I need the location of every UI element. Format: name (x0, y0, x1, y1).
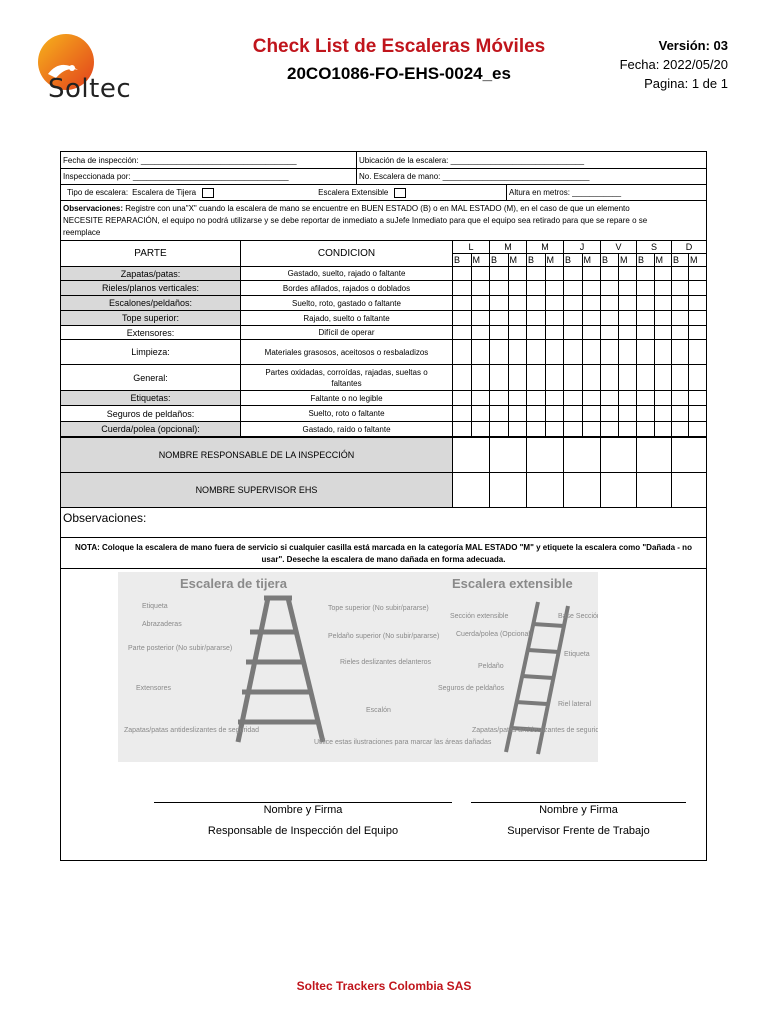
tijera-label: Escalera de Tijera (132, 188, 197, 197)
tipo-escalera-label: Tipo de escalera: (67, 188, 129, 197)
bm-label: M (583, 255, 591, 265)
check-cell[interactable] (583, 326, 602, 339)
check-cell[interactable] (490, 391, 509, 405)
check-cell[interactable] (564, 422, 583, 436)
check-cell[interactable] (546, 281, 565, 295)
right-signature-name: Nombre y Firma (539, 804, 618, 816)
check-cell[interactable] (637, 296, 655, 310)
fecha-inspeccion-field[interactable]: Fecha de inspección: ___________________________________ (61, 152, 357, 168)
check-cell[interactable] (453, 391, 472, 405)
responsable-row (61, 437, 706, 473)
bm-label: M (472, 255, 480, 265)
ladder-diagram (118, 572, 598, 762)
illus-label-zapatas-left: Zapatas/patas antideslizantes de seguridad (124, 727, 260, 734)
check-cell[interactable] (453, 296, 472, 310)
check-cell[interactable] (509, 422, 528, 436)
observaciones-label: Observaciones: (63, 204, 124, 213)
day-header (527, 241, 564, 267)
check-cell[interactable] (453, 326, 472, 339)
check-cell[interactable] (453, 406, 472, 421)
check-cell[interactable] (619, 422, 637, 436)
illus-label-escalon: Escalón (366, 707, 391, 714)
table-header-row (61, 241, 706, 267)
check-cell[interactable] (655, 296, 673, 310)
page-label: Pagina: 1 de 1 (644, 76, 728, 91)
illus-label-peldano: Peldaño (478, 663, 504, 670)
ladder-illustration (118, 572, 598, 762)
day-label: M (490, 241, 526, 254)
table-row (61, 296, 706, 311)
check-cell[interactable] (583, 406, 602, 421)
responsable-cell-7[interactable] (672, 438, 706, 472)
inspeccionada-por-field[interactable]: Inspeccionada por: ___________________________________ (61, 169, 357, 184)
check-cell[interactable] (472, 281, 491, 295)
check-cell[interactable] (509, 406, 528, 421)
left-illus-title: Escalera de tijera (180, 576, 287, 591)
tipo-escalera-cell (61, 185, 507, 200)
illus-label-peldano-superior: Peldaño superior (No subir/pararse) (328, 633, 440, 640)
check-cell[interactable] (527, 267, 546, 280)
table-row (61, 326, 706, 340)
illus-label-riel-lateral: Riel lateral (558, 701, 592, 708)
day-header (490, 241, 527, 267)
check-cell[interactable] (601, 326, 619, 339)
parte-cell: Escalones/peldaños: (61, 296, 241, 310)
illus-label-cuerda: Cuerda/polea (Opcional) (456, 631, 533, 638)
check-cell[interactable] (689, 281, 706, 295)
check-cell[interactable] (672, 267, 689, 280)
bm-label: B (601, 254, 619, 267)
condicion-cell: Bordes afilados, rajados o doblados (241, 281, 453, 295)
document-code: 20CO1086-FO-EHS-0024_es (287, 64, 511, 83)
right-signature-line[interactable] (471, 802, 686, 803)
condicion-cell: Suelto, roto, gastado o faltante (241, 296, 453, 310)
parte-cell: Cuerda/polea (opcional): (61, 422, 241, 436)
check-cell[interactable] (527, 391, 546, 405)
illus-label-extensores: Extensores (136, 685, 172, 692)
left-signature-name: Nombre y Firma (263, 804, 343, 816)
check-cell[interactable] (546, 365, 565, 390)
table-row (61, 267, 706, 281)
check-cell[interactable] (509, 281, 528, 295)
check-cell[interactable] (583, 267, 602, 280)
check-cell[interactable] (689, 326, 706, 339)
bm-label: M (509, 255, 517, 265)
check-cell[interactable] (637, 422, 655, 436)
table-row (61, 391, 706, 406)
responsable-label: NOMBRE RESPONSABLE DE LA INSPECCIÓN (61, 438, 453, 472)
check-cell[interactable] (564, 296, 583, 310)
check-cell[interactable] (689, 267, 706, 280)
check-cell[interactable] (564, 326, 583, 339)
left-signature-role: Responsable de Inspección del Equipo (207, 825, 399, 837)
check-cell[interactable] (655, 422, 673, 436)
check-cell[interactable] (637, 267, 655, 280)
observaciones-text-2: NECESITE REPARACIÓN, el equipo no podrá utilizarse y se debe reportar de inmediato a suJefe Inmediato para que el equipo sea retirado para que se repare o se (63, 216, 648, 225)
right-signature-role: Supervisor Frente de Trabajo (507, 825, 650, 837)
check-cell[interactable] (527, 365, 546, 390)
form-row-fecha (61, 152, 706, 169)
check-cell[interactable] (490, 326, 509, 339)
parte-cell: Etiquetas: (61, 391, 241, 405)
check-cell[interactable] (509, 326, 528, 339)
supervisor-cell-1[interactable] (453, 473, 490, 507)
col-parte-header: PARTE (61, 241, 241, 266)
parte-cell: Rieles/planos verticales: (61, 281, 241, 295)
check-cell[interactable] (583, 311, 602, 325)
check-cell[interactable] (490, 406, 509, 421)
check-cell[interactable] (601, 391, 619, 405)
check-cell[interactable] (672, 296, 689, 310)
check-cell[interactable] (583, 365, 602, 390)
version-label: Versión: 03 (658, 38, 728, 53)
check-cell[interactable] (527, 406, 546, 421)
right-illus-title: Escalera extensible (452, 576, 573, 591)
extensible-checkbox[interactable] (394, 188, 406, 198)
illus-label-rieles: Rieles deslizantes delanteros (340, 659, 432, 666)
check-cell[interactable] (672, 391, 689, 405)
check-cell[interactable] (619, 406, 637, 421)
check-cell[interactable] (689, 406, 706, 421)
document-title: Check List de Escaleras Móviles (252, 36, 546, 57)
illus-label-seccion-extensible: Sección extensible (450, 613, 509, 620)
tijera-checkbox[interactable] (202, 188, 214, 198)
check-cell[interactable] (472, 391, 491, 405)
responsable-cell-2[interactable] (490, 438, 527, 472)
check-cell[interactable] (453, 422, 472, 436)
illus-label-etiqueta-right: Etiqueta (564, 651, 590, 658)
checklist-form (60, 151, 707, 861)
check-cell[interactable] (453, 340, 472, 364)
check-cell[interactable] (546, 406, 565, 421)
day-label: S (637, 241, 671, 254)
check-cell[interactable] (601, 296, 619, 310)
nota-box: NOTA: Coloque la escalera de mano fuera de servicio si cualquier casilla está marcada en la categoría MAL ESTADO "M" y etiquete la escalera como "Dañada - no usar". Deseche la escalera de mano dañada en forma adecuada. (61, 537, 706, 569)
check-cell[interactable] (564, 391, 583, 405)
check-cell[interactable] (637, 365, 655, 390)
check-cell[interactable] (689, 311, 706, 325)
check-cell[interactable] (527, 340, 546, 364)
check-cell[interactable] (583, 281, 602, 295)
check-cell[interactable] (472, 365, 491, 390)
illus-label-abrazaderas: Abrazaderas (142, 621, 182, 628)
check-cell[interactable] (509, 340, 528, 364)
check-cell[interactable] (601, 422, 619, 436)
supervisor-label: NOMBRE SUPERVISOR EHS (61, 473, 453, 507)
day-label: J (564, 241, 600, 254)
illus-label-base-seccion: Base Sección (558, 613, 598, 620)
check-cell[interactable] (672, 281, 689, 295)
observaciones-instrucciones (61, 201, 706, 241)
check-cell[interactable] (527, 326, 546, 339)
observaciones-text-3: reemplace (63, 228, 101, 237)
observaciones-text-1: Registre con una"X" cuando la escalera de mano se encuentre en BUEN ESTADO (B) o en MAL ESTADO (M), en el caso de que un elemento (125, 204, 630, 213)
check-cell[interactable] (564, 340, 583, 364)
day-label: D (672, 241, 706, 254)
responsable-cell-6[interactable] (637, 438, 672, 472)
check-cell[interactable] (509, 391, 528, 405)
day-header (453, 241, 490, 267)
check-cell[interactable] (601, 340, 619, 364)
check-cell[interactable] (583, 391, 602, 405)
check-cell[interactable] (564, 267, 583, 280)
altura-field[interactable]: Altura en metros: ___________ (509, 188, 622, 197)
check-cell[interactable] (689, 422, 706, 436)
document-meta (620, 36, 728, 93)
table-row (61, 406, 706, 422)
check-cell[interactable] (619, 326, 637, 339)
check-cell[interactable] (601, 281, 619, 295)
responsable-cell-1[interactable] (453, 438, 490, 472)
parte-cell: Tope superior: (61, 311, 241, 325)
check-cell[interactable] (472, 296, 491, 310)
parte-cell: Zapatas/patas: (61, 267, 241, 280)
logo-wordmark: Soltec (48, 74, 132, 104)
check-cell[interactable] (546, 422, 565, 436)
check-cell[interactable] (619, 311, 637, 325)
bm-label: B (490, 254, 509, 267)
day-header (637, 241, 672, 267)
check-cell[interactable] (672, 365, 689, 390)
bm-label: B (453, 254, 472, 267)
bm-label: B (672, 254, 689, 267)
check-cell[interactable] (672, 311, 689, 325)
parte-cell: Extensores: (61, 326, 241, 339)
day-label: V (601, 241, 636, 254)
day-label: L (453, 241, 489, 254)
check-cell[interactable] (509, 296, 528, 310)
date-label: Fecha: 2022/05/20 (619, 57, 728, 72)
check-cell[interactable] (689, 340, 706, 364)
bm-label: M (655, 255, 663, 265)
check-cell[interactable] (564, 406, 583, 421)
check-cell[interactable] (637, 406, 655, 421)
bm-label: B (637, 254, 655, 267)
check-cell[interactable] (619, 340, 637, 364)
responsable-cell-4[interactable] (564, 438, 601, 472)
check-cell[interactable] (601, 365, 619, 390)
table-row (61, 311, 706, 326)
check-cell[interactable] (637, 326, 655, 339)
check-cell[interactable] (672, 406, 689, 421)
illus-label-etiqueta: Etiqueta (142, 603, 168, 610)
check-cell[interactable] (689, 391, 706, 405)
check-cell[interactable] (546, 391, 565, 405)
bm-label: M (620, 255, 628, 265)
check-cell[interactable] (490, 422, 509, 436)
form-row-observaciones (61, 201, 706, 241)
check-cell[interactable] (490, 267, 509, 280)
table-row (61, 281, 706, 296)
check-cell[interactable] (637, 391, 655, 405)
check-cell[interactable] (637, 340, 655, 364)
day-header (672, 241, 706, 267)
table-row (61, 340, 706, 365)
supervisor-row (61, 473, 706, 508)
check-cell[interactable] (564, 311, 583, 325)
check-cell[interactable] (564, 365, 583, 390)
illus-label-zapatas-right: Zapatas/patas antideslizantes de seguridad (472, 727, 598, 734)
illus-label-parte-posterior: Parte posterior (No subir/pararse) (128, 645, 233, 652)
check-cell[interactable] (472, 422, 491, 436)
parte-cell: Limpieza: (61, 340, 241, 364)
responsable-cell-5[interactable] (601, 438, 637, 472)
check-cell[interactable] (490, 296, 509, 310)
check-cell[interactable] (637, 281, 655, 295)
table-row (61, 365, 706, 391)
check-cell[interactable] (509, 267, 528, 280)
illus-bottom-note: Utilice estas ilustraciones para marcar las áreas dañadas (314, 739, 492, 746)
bm-label: M (690, 255, 698, 265)
check-cell[interactable] (655, 391, 673, 405)
check-cell[interactable] (655, 326, 673, 339)
check-cell[interactable] (619, 267, 637, 280)
table-row (61, 422, 706, 437)
condicion-cell: Difícil de operar (241, 326, 453, 339)
check-cell[interactable] (527, 296, 546, 310)
check-cell[interactable] (453, 311, 472, 325)
check-cell[interactable] (472, 311, 491, 325)
check-cell[interactable] (509, 311, 528, 325)
document-header (0, 0, 768, 150)
extensible-label: Escalera Extensible (318, 188, 389, 197)
check-cell[interactable] (619, 365, 637, 390)
check-cell[interactable] (472, 326, 491, 339)
illus-label-tope-superior: Tope superior (No subir/pararse) (328, 605, 429, 612)
check-cell[interactable] (472, 340, 491, 364)
condicion-cell: Rajado, suelto o faltante (241, 311, 453, 325)
bm-label: B (527, 254, 546, 267)
supervisor-cell-3[interactable] (527, 473, 564, 507)
check-cell[interactable] (472, 406, 491, 421)
condicion-cell: Partes oxidadas, corroídas, rajadas, sueltas o faltantes (241, 365, 453, 390)
step-ladder-icon (238, 598, 323, 742)
day-header (564, 241, 601, 267)
check-cell[interactable] (601, 311, 619, 325)
check-cell[interactable] (672, 340, 689, 364)
check-cell[interactable] (546, 326, 565, 339)
check-cell[interactable] (601, 267, 619, 280)
check-cell[interactable] (655, 267, 673, 280)
check-cell[interactable] (672, 326, 689, 339)
supervisor-cell-7[interactable] (672, 473, 706, 507)
illus-label-seguros: Seguros de peldaños (438, 685, 505, 692)
check-cell[interactable] (655, 365, 673, 390)
check-cell[interactable] (546, 296, 565, 310)
check-cell[interactable] (655, 281, 673, 295)
check-cell[interactable] (672, 422, 689, 436)
check-cell[interactable] (655, 311, 673, 325)
check-cell[interactable] (490, 311, 509, 325)
check-cell[interactable] (689, 296, 706, 310)
condicion-cell: Faltante o no legible (241, 391, 453, 405)
check-cell[interactable] (637, 311, 655, 325)
check-cell[interactable] (546, 267, 565, 280)
condicion-cell: Suelto, roto o faltante (241, 406, 453, 421)
no-escalera-field[interactable]: No. Escalera de mano: _________________________________ (359, 172, 590, 181)
supervisor-cell-5[interactable] (601, 473, 637, 507)
check-cell[interactable] (619, 296, 637, 310)
col-condicion-header: CONDICION (241, 241, 453, 266)
check-cell[interactable] (689, 365, 706, 390)
check-cell[interactable] (472, 267, 491, 280)
check-cell[interactable] (619, 391, 637, 405)
condicion-cell: Gastado, raído o faltante (241, 422, 453, 436)
check-cell[interactable] (527, 281, 546, 295)
check-cell[interactable] (583, 422, 602, 436)
condicion-cell: Materiales grasosos, aceitosos o resbaladizos (241, 340, 453, 364)
check-cell[interactable] (453, 281, 472, 295)
form-row-inspeccionada (61, 169, 706, 185)
form-row-tipo (61, 185, 706, 201)
check-cell[interactable] (490, 365, 509, 390)
footer-company: Soltec Trackers Colombia SAS (296, 979, 472, 993)
day-headers (453, 241, 706, 267)
day-label: M (527, 241, 563, 254)
check-cell[interactable] (490, 340, 509, 364)
condicion-cell: Gastado, suelto, rajado o faltante (241, 267, 453, 280)
parte-cell: Seguros de peldaños: (61, 406, 241, 421)
check-cell[interactable] (490, 281, 509, 295)
bm-label: M (546, 255, 554, 265)
ubicacion-field[interactable]: Ubicación de la escalera: ______________________________ (359, 155, 585, 165)
check-cell[interactable] (509, 365, 528, 390)
supervisor-cell-2[interactable] (490, 473, 527, 507)
supervisor-cell-6[interactable] (637, 473, 672, 507)
check-cell[interactable] (527, 422, 546, 436)
responsable-cell-3[interactable] (527, 438, 564, 472)
check-cell[interactable] (601, 406, 619, 421)
check-cell[interactable] (583, 340, 602, 364)
check-cell[interactable] (619, 281, 637, 295)
check-cell[interactable] (453, 365, 472, 390)
check-cell[interactable] (546, 340, 565, 364)
check-cell[interactable] (527, 311, 546, 325)
check-cell[interactable] (564, 281, 583, 295)
supervisor-cell-4[interactable] (564, 473, 601, 507)
bm-label: B (564, 254, 583, 267)
day-header (601, 241, 637, 267)
check-cell[interactable] (583, 296, 602, 310)
check-cell[interactable] (453, 267, 472, 280)
left-signature-line[interactable] (154, 802, 452, 803)
check-cell[interactable] (655, 406, 673, 421)
parte-cell: General: (61, 365, 241, 390)
check-cell[interactable] (655, 340, 673, 364)
observaciones-title: Observaciones: (63, 511, 147, 525)
check-cell[interactable] (546, 311, 565, 325)
